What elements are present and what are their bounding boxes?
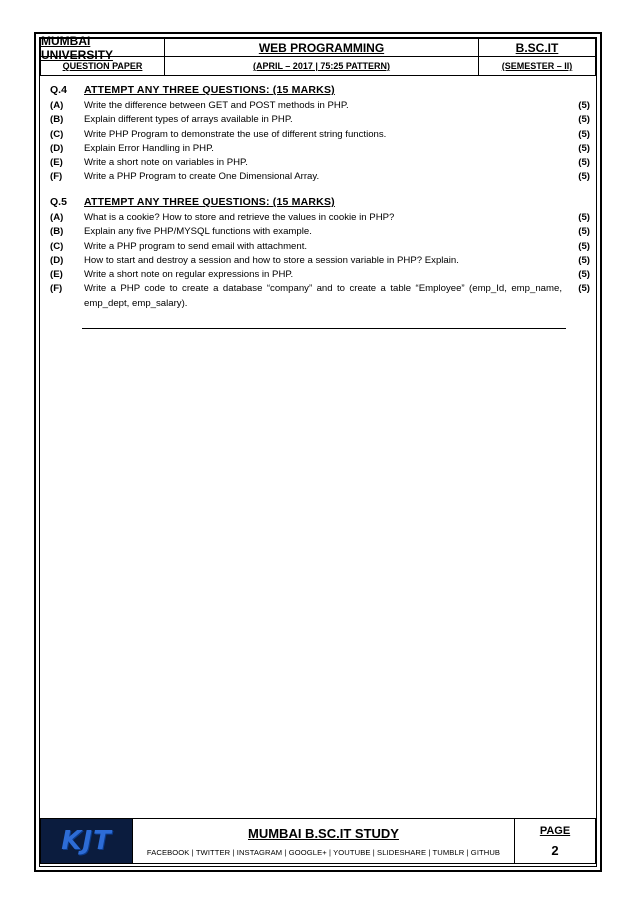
list-item <box>50 282 590 311</box>
list-item <box>50 142 590 156</box>
item-marks: (5) <box>578 226 590 238</box>
list-item <box>50 240 590 254</box>
item-marks: (5) <box>578 254 590 266</box>
item-text: Explain Error Handling in PHP. <box>84 142 214 154</box>
list-item <box>50 99 590 113</box>
item-text: Explain different types of arrays available in PHP. <box>84 114 293 126</box>
item-text: Write a PHP Program to create One Dimensional Array. <box>84 171 320 183</box>
question-5 <box>50 196 590 311</box>
university-name: MUMBAI UNIVERSITY <box>40 38 165 57</box>
item-marks: (5) <box>578 157 590 169</box>
item-label: (F) <box>50 171 63 183</box>
item-text: Explain any five PHP/MYSQL functions with example. <box>84 226 312 238</box>
item-label: (C) <box>50 240 64 252</box>
item-label: (A) <box>50 100 64 111</box>
page-number: 2 <box>551 842 559 858</box>
item-text: What is a cookie? How to store and retrieve the values in cookie in PHP? <box>84 212 395 223</box>
footer-title: MUMBAI B.SC.IT STUDY <box>248 825 399 841</box>
subject-name: WEB PROGRAMMING <box>165 38 478 57</box>
semester: (SEMESTER – II) <box>478 57 596 76</box>
page-label: PAGE <box>539 824 571 837</box>
item-marks: (5) <box>578 142 590 154</box>
doc-type: QUESTION PAPER <box>40 57 165 76</box>
item-marks: (5) <box>578 114 590 126</box>
logo-text: KJT <box>61 826 112 856</box>
item-label: (A) <box>50 212 64 223</box>
question-instruction: ATTEMPT ANY THREE QUESTIONS: (15 MARKS) <box>84 196 335 208</box>
exam-session: (APRIL – 2017 | 75:25 PATTERN) <box>165 57 478 76</box>
end-divider <box>82 328 566 329</box>
item-text: Write a short note on regular expressions in PHP. <box>84 269 294 281</box>
item-text: Write PHP Program to demonstrate the use of different string functions. <box>84 128 387 140</box>
list-item <box>50 128 590 142</box>
list-item <box>50 225 590 239</box>
item-label: (D) <box>50 254 64 266</box>
item-marks: (5) <box>578 283 590 295</box>
question-number: Q.5 <box>50 196 67 208</box>
list-item <box>50 268 590 282</box>
item-label: (E) <box>50 269 63 281</box>
list-item <box>50 170 590 184</box>
item-marks: (5) <box>578 240 590 252</box>
item-label: (B) <box>50 114 64 126</box>
item-marks: (5) <box>578 171 590 183</box>
social-links: FACEBOOK | TWITTER | INSTAGRAM | GOOGLE+ | YOUTUBE | SLIDESHARE | TUMBLR | GITHUB <box>146 847 501 857</box>
list-item <box>50 211 590 225</box>
footer-center <box>133 818 515 864</box>
question-number: Q.4 <box>50 84 67 96</box>
item-marks: (5) <box>578 269 590 281</box>
question-instruction: ATTEMPT ANY THREE QUESTIONS: (15 MARKS) <box>84 84 335 96</box>
item-label: (E) <box>50 157 63 169</box>
question-4 <box>50 84 590 185</box>
item-label: (B) <box>50 226 64 238</box>
item-text: Write a PHP code to create a database “company” and to create a table “Employee” (emp_Id, emp_name, emp_dept, emp_salary). <box>84 283 562 309</box>
item-text: Write a PHP program to send email with attachment. <box>84 240 308 252</box>
page-footer <box>40 818 596 864</box>
list-item <box>50 156 590 170</box>
list-item <box>50 254 590 268</box>
item-marks: (5) <box>578 100 590 111</box>
list-item <box>50 113 590 127</box>
item-text: Write the difference between GET and POST methods in PHP. <box>84 100 349 111</box>
item-text: Write a short note on variables in PHP. <box>84 157 248 169</box>
item-label: (F) <box>50 283 63 295</box>
item-marks: (5) <box>578 128 590 140</box>
page-header <box>40 33 596 76</box>
item-label: (C) <box>50 128 64 140</box>
course-name: B.SC.IT <box>478 38 596 57</box>
kjt-logo <box>40 818 133 864</box>
item-text: How to start and destroy a session and how to store a session variable in PHP? Explain. <box>84 254 459 266</box>
item-label: (D) <box>50 142 64 154</box>
item-marks: (5) <box>578 212 590 223</box>
page-indicator <box>515 818 596 864</box>
